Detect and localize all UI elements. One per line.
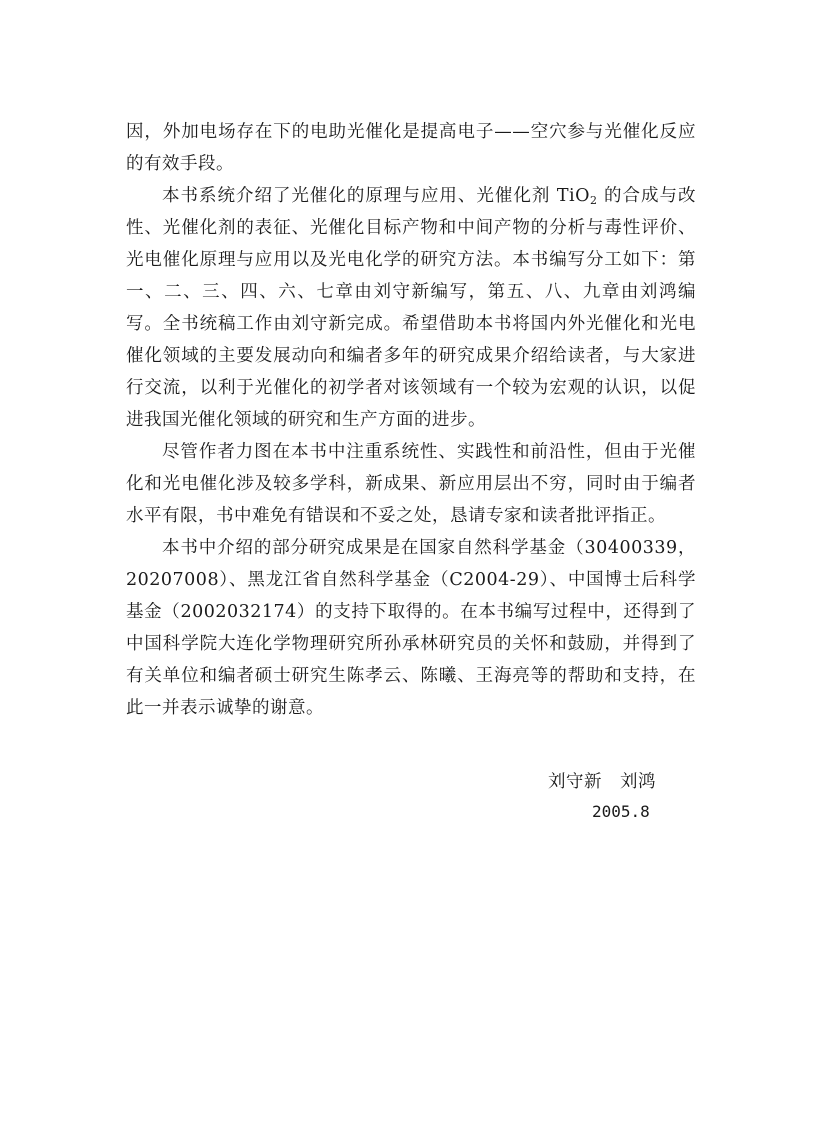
preface-body	[126, 116, 696, 724]
subscript-two: 2	[589, 194, 598, 207]
paragraph-acknowledgements: 本书中介绍的部分研究成果是在国家自然科学基金（30400339，20207008）、黑龙江省自然科学基金（C2004-29）、中国博士后科学基金（2002032174）的支持下取得的。在本书编写过程中，还得到了中国科学院大连化学物理研究所孙承林研究员的关怀和鼓励，并得到了有关单位和编者硕士研究生陈孝云、陈曦、王海亮等的帮助和支持，在此一并表示诚挚的谢意。	[126, 538, 696, 718]
paragraph-disclaimer: 尽管作者力图在本书中注重系统性、实践性和前沿性，但由于光催化和光电催化涉及较多学科，新成果、新应用层出不穷，同时由于编者水平有限，书中难免有错误和不妥之处，恳请专家和读者批评指正。	[126, 442, 696, 526]
overview-text-rest: 的合成与改性、光催化剂的表征、光催化目标产物和中间产物的分析与毒性评价、光电催化原理与应用以及光电化学的研究方法。本书编写分工如下：第一、二、三、四、六、七章由刘守新编写，第五、八、九章由刘鸿编写。全书统稿工作由刘守新完成。希望借助本书将国内外光催化和光电催化领域的主要发展动向和编者多年的研究成果介绍给读者，与大家进行交流，以利于光催化的初学者对该领域有一个较为宏观的认识，以促进我国光催化领域的研究和生产方面的进步。	[126, 186, 697, 430]
signature-date: 2005.8	[592, 802, 650, 821]
overview-text-start: 本书系统介绍了光催化的原理与应用、光催化剂 TiO	[162, 186, 590, 206]
paragraph-book-overview	[126, 180, 696, 436]
author-name: 刘守新	[548, 772, 602, 792]
paragraph-continuation: 因，外加电场存在下的电助光催化是提高电子——空穴参与光催化反应的有效手段。	[126, 122, 696, 174]
author-name: 刘鸿	[620, 772, 656, 792]
author-names	[548, 768, 656, 793]
